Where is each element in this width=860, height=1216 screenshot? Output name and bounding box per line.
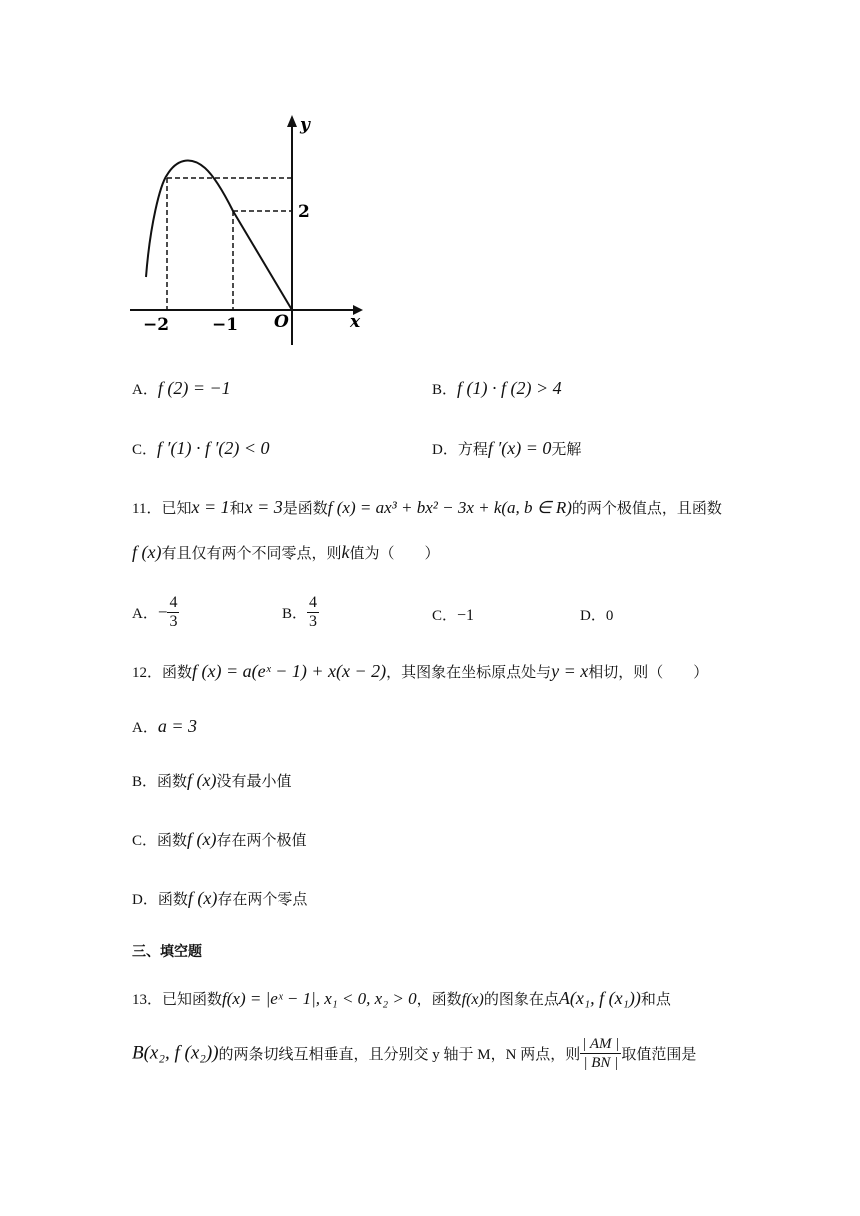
option-text: 函数 [157,892,188,908]
fraction [307,594,319,631]
option-text: 存在两个极值 [216,833,307,849]
function-curve [146,161,292,310]
q10-option-c [132,438,270,459]
q13-stem-line1 [132,988,671,1009]
option-math: 0 [605,608,614,624]
option-math: f (x) [187,770,217,790]
numerator: 4 [169,594,178,611]
q11-option-a [132,594,179,631]
question-number: 12． [132,665,163,681]
math: f(x) [461,991,484,1008]
math: x = 1 [191,497,230,517]
denominator: 3 [169,613,178,630]
text: 是函数 [282,501,328,517]
option-label: D． [432,442,458,458]
math: f(x) = |eˣ − 1|, x₁ < 0, x₂ > 0 [222,989,417,1008]
text: 的图象在点 [483,992,559,1008]
q10-option-a [132,378,231,399]
option-label: B． [432,382,458,398]
option-label: B． [282,606,308,622]
option-math: f ′(1) · f ′(2) < 0 [157,438,270,458]
option-math: −1 [457,607,475,624]
math: A(x₁, f (x₁)) [558,988,641,1008]
tick-label-minus1: −1 [212,315,239,335]
option-math: f (2) = −1 [157,378,231,398]
option-label: D． [580,608,606,624]
option-text: 函数 [157,833,188,849]
math: f (x) = ax³ + bx² − 3x + k(a, b ∈ R) [327,498,572,517]
math: k [341,542,350,562]
option-label: B． [132,774,158,790]
section-heading: 三、填空题 [132,944,202,960]
q12-stem [132,661,708,682]
origin-label: O [274,312,289,332]
denominator: | BN | [583,1055,619,1071]
q12-option-d [132,888,307,909]
text: 取值范围是 [621,1047,697,1063]
option-math: f (1) · f (2) > 4 [457,378,562,398]
text: 有且仅有两个不同零点，则 [161,546,342,562]
q12-option-c [132,829,307,850]
q11-option-d [580,604,613,625]
y-axis-arrow [287,115,297,127]
question-number: 11． [132,501,162,517]
option-label: C． [132,833,158,849]
option-label: C． [432,608,458,624]
text: ，其图象在坐标原点处与 [386,665,552,681]
option-math: f (x) [187,829,217,849]
option-text: 没有最小值 [216,774,292,790]
math: y = x [551,661,589,681]
option-math: f ′(x) = 0 [487,438,552,458]
question-number: 13． [132,992,163,1008]
tick-label-minus2: −2 [143,315,170,335]
option-math: f (x) [187,888,218,908]
option-label: A． [132,606,158,622]
text: 和点 [640,992,671,1008]
q10-option-d [432,438,581,459]
fraction [167,594,179,631]
option-text: 存在两个零点 [217,892,308,908]
option-label: C． [132,442,158,458]
q10-option-b [432,378,562,399]
option-math: a = 3 [157,716,197,736]
math: f (x) [132,542,162,562]
option-text: 函数 [157,774,188,790]
option-label: A． [132,720,158,736]
q13-stem-line2 [132,1035,696,1072]
minus-sign: − [157,602,168,622]
q11-stem-line1 [132,497,722,518]
text: 相切，则（ ） [588,665,709,681]
q11-stem-line2 [132,542,440,563]
q11-option-b [282,594,319,631]
option-text: 无解 [551,442,582,458]
function-graph [120,105,380,350]
q12-option-a [132,716,197,737]
text: 的两条切线互相垂直，且分别交 y 轴于 M，N 两点，则 [218,1047,581,1063]
text: 已知函数 [162,992,223,1008]
math: x = 3 [244,497,283,517]
text: ，函数 [416,992,462,1008]
x-axis-label: x [350,312,361,332]
text: 函数 [162,665,193,681]
option-text: 方程 [457,442,488,458]
numerator: 4 [309,594,318,611]
tick-label-y2: 2 [298,202,310,222]
math: B(x₂, f (x₂)) [132,1042,219,1064]
text: 和 [229,501,245,517]
text: 值为（ ） [349,546,440,562]
q11-option-c [432,604,474,625]
text: 已知 [161,501,192,517]
option-label: D． [132,892,158,908]
option-label: A． [132,382,158,398]
text: 的两个极值点，且函数 [571,501,722,517]
fraction [580,1035,621,1072]
numerator: | AM | [582,1036,620,1052]
q12-option-b [132,770,292,791]
y-axis-label: y [300,115,310,135]
denominator: 3 [309,613,318,630]
math: f (x) = a(eˣ − 1) + x(x − 2) [192,661,387,681]
